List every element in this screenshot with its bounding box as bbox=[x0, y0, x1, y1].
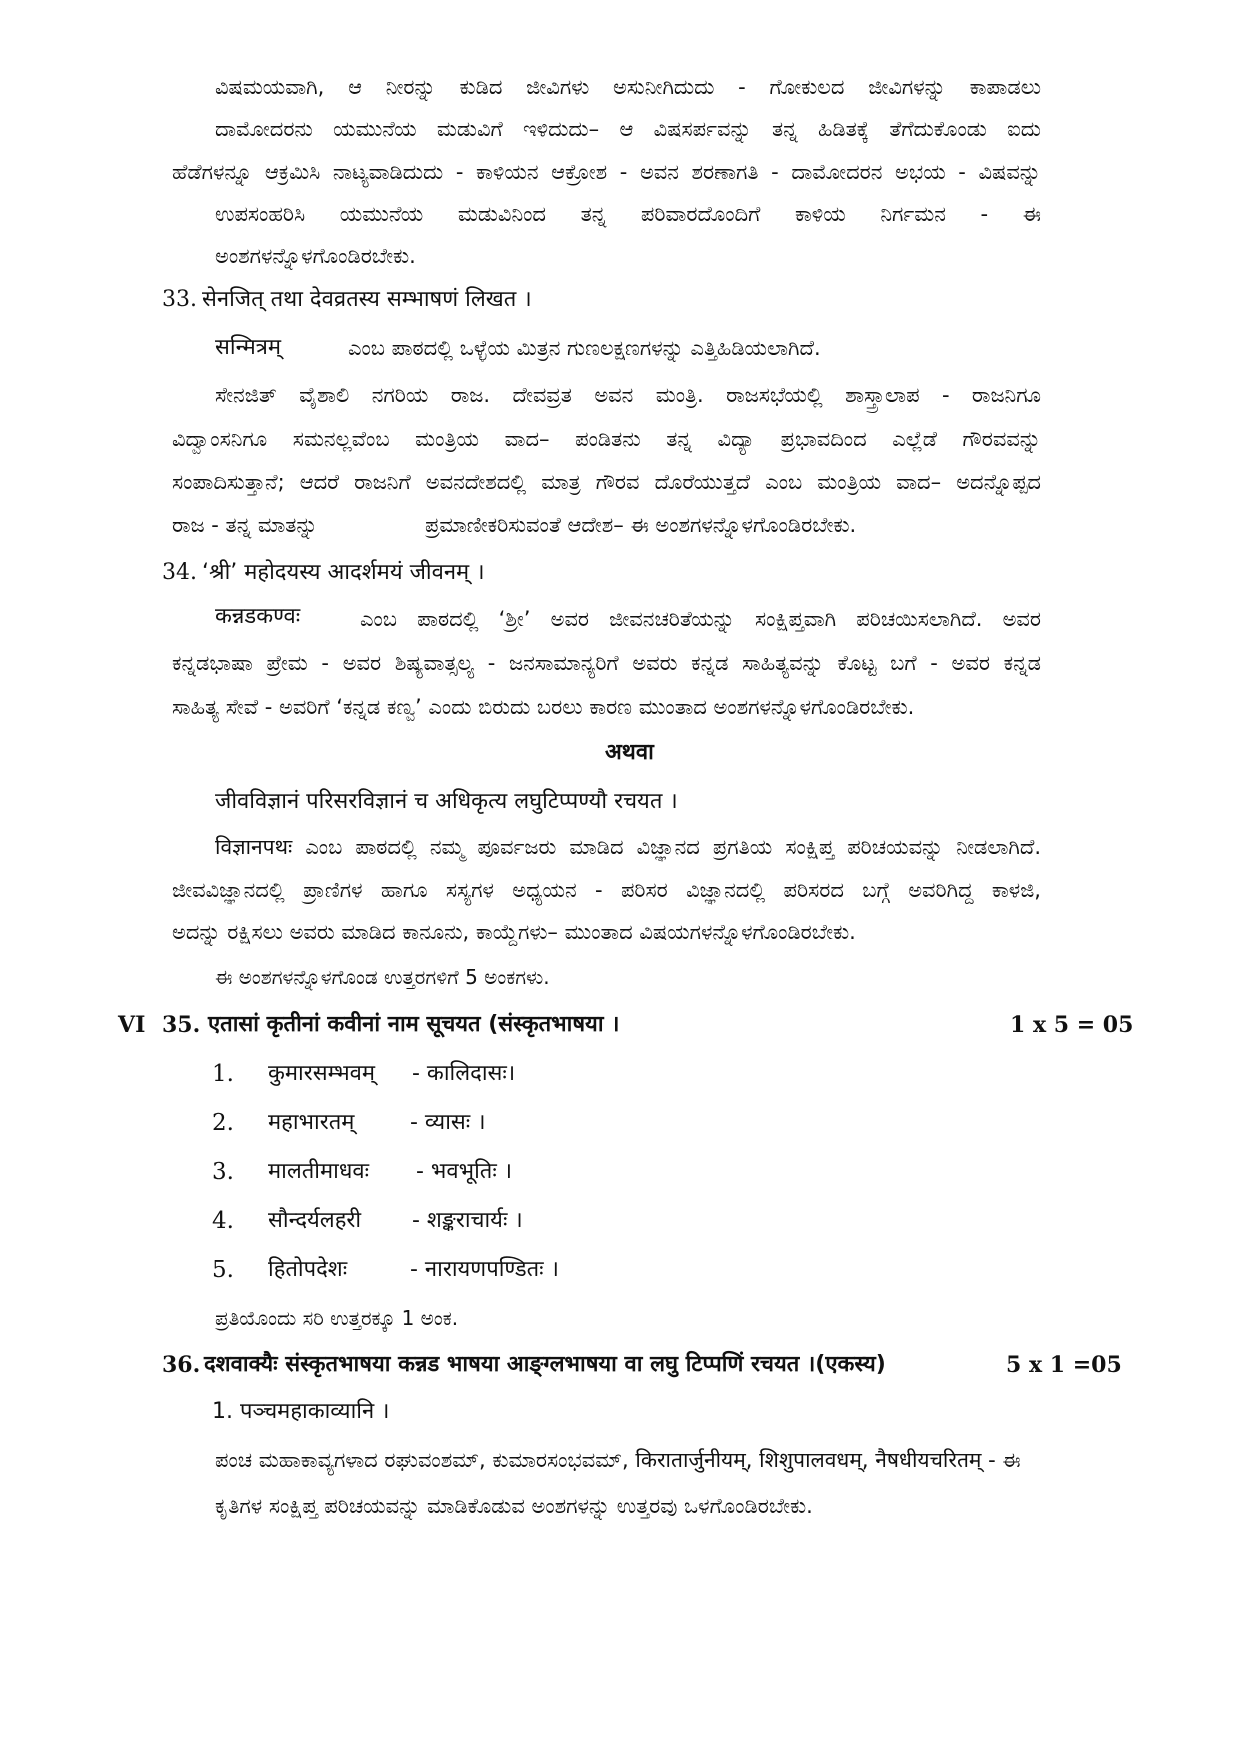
or-line-2: ಜೀವವಿಜ್ಞಾನದಲ್ಲಿ ಪ್ರಾಣಿಗಳ ಹಾಗೂ ಸಸ್ಯಗಳ ಅಧ್ಯಯನ - ಪರಿಸರ ವಿಜ್ಞಾನದಲ್ಲಿ ಪರಿಸರದ ಬಗ್ಗೆ ಅವರಿಗಿದ್ದ ಕಾಳಜಿ, bbox=[172, 878, 1041, 902]
or-heading: अथवा bbox=[605, 740, 654, 765]
q33-line-4b: ಪ್ರಮಾಣೀಕರಿಸುವಂತೆ ಆದೇಶ– ಈ ಅಂಶಗಳನ್ನೊಳಗೊಂಡಿರಬೇಕು. bbox=[425, 513, 857, 537]
q36-number: 36. bbox=[162, 1352, 201, 1378]
q35-item-1-answer: - कालिदासः। bbox=[412, 1061, 516, 1086]
q35-item-5-work: हितोपदेशः bbox=[268, 1257, 348, 1282]
q35-item-2-num: 2. bbox=[212, 1110, 234, 1136]
q33-line-2: ವಿದ್ವಾಂಸನಿಗೂ ಸಮನಲ್ಲವೆಂಬ ಮಂತ್ರಿಯ ವಾದ– ಪಂಡಿತನು ತನ್ನ ವಿದ್ಯಾ ಪ್ರಭಾವದಿಂದ ಎಲ್ಲೆಡೆ ಗೌರವವನ್ನು bbox=[172, 427, 1041, 451]
q33-line-1: ಸೇನಜಿತ್ ವೈಶಾಲಿ ನಗರಿಯ ರಾಜ. ದೇವವ್ರತ ಅವನ ಮಂತ್ರಿ. ರಾಜಸಭೆಯಲ್ಲಿ ಶಾಸ್ತ್ರಾಲಾಪ - ರಾಜನಿಗೂ bbox=[215, 383, 1041, 407]
q35-item-1-work: कुमारसम्भवम् bbox=[268, 1061, 376, 1086]
or-line-3: ಅದನ್ನು ರಕ್ಷಿಸಲು ಅವರು ಮಾಡಿದ ಕಾನೂನು, ಕಾಯ್ದೆಗಳು– ಮುಂತಾದ ವಿಷಯಗಳನ್ನೊಳಗೊಂಡಿರಬೇಕು. bbox=[172, 920, 856, 944]
q34-line-1: ಎಂಬ ಪಾಠದಲ್ಲಿ ‘ಶ್ರೀ’ ಅವರ ಜೀವನಚರಿತೆಯನ್ನು ಸಂಕ್ಷಿಪ್ತವಾಗಿ ಪರಿಚಯಿಸಲಾಗಿದೆ. ಅವರ bbox=[360, 607, 1041, 631]
q33-question: सेनजित् तथा देवव्रतस्य सम्भाषणं लिखत । bbox=[202, 287, 532, 312]
or-question: जीवविज्ञानं परिसरविज्ञानं च अधिकृत्य लघुटिप्पण्यौ रचयत । bbox=[215, 789, 678, 814]
q33-lesson: सन्मित्रम् bbox=[215, 335, 282, 360]
q34-lesson: कन्नडकण्वः bbox=[215, 604, 301, 629]
intro-line-3: ಹೆಡೆಗಳನ್ನೂ ಆಕ್ರಮಿಸಿ ನಾಟ್ಯವಾಡಿದುದು - ಕಾಳಿಯನ ಆಕ್ರೋಶ - ಅವನ ಶರಣಾಗತಿ - ದಾಮೋದರನ ಅಭಯ - ವಿಷವನ್ನು bbox=[172, 160, 1041, 184]
q35-marks: 1 x 5 = 05 bbox=[1010, 1012, 1134, 1038]
intro-line-2: ದಾಮೋದರನು ಯಮುನೆಯ ಮಡುವಿಗೆ ಇಳಿದುದು– ಆ ವಿಷಸರ್ಪವನ್ನು ತನ್ನ ಹಿಡಿತಕ್ಕೆ ತೆಗೆದುಕೊಂಡು ಐದು bbox=[215, 117, 1041, 141]
q35-item-5-answer: - नारायणपण्डितः । bbox=[410, 1257, 559, 1282]
intro-line-5: ಅಂಶಗಳನ್ನೊಳಗೊಂಡಿರಬೇಕು. bbox=[215, 244, 416, 268]
q34-question: ‘श्री’ महोदयस्य आदर्शमयं जीवनम् । bbox=[202, 560, 485, 585]
q35-number: 35. bbox=[162, 1012, 201, 1038]
q34-line-2: ಕನ್ನಡಭಾಷಾ ಪ್ರೇಮ - ಅವರ ಶಿಷ್ಯವಾತ್ಸಲ್ಯ - ಜನಸಾಮಾನ್ಯರಿಗೆ ಅವರು ಕನ್ನಡ ಸಾಹಿತ್ಯವನ್ನು ಕೊಟ್ಟ ಬಗೆ - ಅವರ ಕನ್ನಡ bbox=[172, 651, 1041, 675]
or-line-1: विज्ञानपथः ಎಂಬ ಪಾಠದಲ್ಲಿ ನಮ್ಮ ಪೂರ್ವಜರು ಮಾಡಿದ ವಿಜ್ಞಾನದ ಪ್ರಗತಿಯ ಸಂಕ್ಷಿಪ್ತ ಪರಿಚಯವನ್ನು ನೀಡಲಾಗಿದೆ. bbox=[215, 835, 1041, 859]
q33-line-3: ಸಂಪಾದಿಸುತ್ತಾನೆ; ಆದರೆ ರಾಜನಿಗೆ ಅವನದೇಶದಲ್ಲಿ ಮಾತ್ರ ಗೌರವ ದೊರೆಯುತ್ತದೆ ಎಂಬ ಮಂತ್ರಿಯ ವಾದ– ಅದನ್ನೊಪ್ಪದ bbox=[172, 470, 1041, 494]
q34-line-3: ಸಾಹಿತ್ಯ ಸೇವೆ - ಅವರಿಗೆ ‘ಕನ್ನಡ ಕಣ್ವ’ ಎಂದು ಬಿರುದು ಬರಲು ಕಾರಣ ಮುಂತಾದ ಅಂಶಗಳನ್ನೊಳಗೊಂಡಿರಬೇಕು. bbox=[172, 695, 915, 719]
q35-question: एतासां कृतीनां कवीनां नाम सूचयत (संस्कृतभाषया । bbox=[208, 1012, 620, 1037]
q36-line-1: ಪಂಚ ಮಹಾಕಾವ್ಯಗಳಾದ ರಘುವಂಶಮ್, ಕುಮಾರಸಂಭವಮ್, किरातार्जुनीयम्, शिशुपालवधम्, नैषधीयचरितम् - ಈ bbox=[215, 1448, 1021, 1472]
q35-item-5-num: 5. bbox=[212, 1257, 234, 1283]
q35-item-2-work: महाभारतम् bbox=[268, 1110, 355, 1135]
q36-sub-heading: 1. पञ्चमहाकाव्यानि । bbox=[212, 1399, 390, 1424]
intro-line-4: ಉಪಸಂಹರಿಸಿ ಯಮುನೆಯ ಮಡುವಿನಿಂದ ತನ್ನ ಪರಿವಾರದೊಂದಿಗೆ ಕಾಳಿಯ ನಿರ್ಗಮನ - ಈ bbox=[215, 202, 1041, 226]
q33-line-4a: ರಾಜ - ತನ್ನ ಮಾತನ್ನು bbox=[172, 513, 318, 537]
q35-item-4-answer: - शङ्कराचार्यः । bbox=[412, 1208, 523, 1233]
q36-question: दशवाक्यैः संस्कृतभाषया कन्नड भाषया आङ्ग्लभाषया वा लघु टिप्पणिं रचयत ।(एकस्य) bbox=[204, 1352, 886, 1377]
q35-item-3-num: 3. bbox=[212, 1159, 234, 1185]
q35-item-3-answer: - भवभूतिः । bbox=[416, 1159, 513, 1184]
or-marks-note: ಈ ಅಂಶಗಳನ್ನೊಳಗೊಂಡ ಉತ್ತರಗಳಿಗೆ 5 ಅಂಕಗಳು. bbox=[215, 965, 550, 989]
q35-item-2-answer: - व्यासः । bbox=[410, 1110, 486, 1135]
q35-note: ಪ್ರತಿಯೊಂದು ಸರಿ ಉತ್ತರಕ್ಕೂ 1 ಅಂಕ. bbox=[215, 1306, 459, 1330]
q35-item-1-num: 1. bbox=[212, 1061, 234, 1087]
q36-line-2: ಕೃತಿಗಳ ಸಂಕ್ಷಿಪ್ತ ಪರಿಚಯವನ್ನು ಮಾಡಿಕೊಡುವ ಅಂಶಗಳನ್ನು ಉತ್ತರವು ಒಳಗೊಂಡಿರಬೇಕು. bbox=[215, 1494, 813, 1518]
q36-marks: 5 x 1 =05 bbox=[1006, 1352, 1122, 1378]
q35-item-3-work: मालतीमाधवः bbox=[268, 1159, 370, 1184]
section-number: VI bbox=[118, 1012, 146, 1038]
q35-item-4-num: 4. bbox=[212, 1208, 234, 1234]
q34-number: 34. bbox=[162, 560, 197, 585]
q33-number: 33. bbox=[162, 287, 197, 312]
q33-lesson-desc: ಎಂಬ ಪಾಠದಲ್ಲಿ ಒಳ್ಳೆಯ ಮಿತ್ರನ ಗುಣಲಕ್ಷಣಗಳನ್ನು ಎತ್ತಿಹಿಡಿಯಲಾಗಿದೆ. bbox=[348, 336, 821, 360]
q35-item-4-work: सौन्दर्यलहरी bbox=[268, 1208, 362, 1233]
intro-line-1: ವಿಷಮಯವಾಗಿ, ಆ ನೀರನ್ನು ಕುಡಿದ ಜೀವಿಗಳು ಅಸುನೀಗಿದುದು - ಗೋಕುಲದ ಜೀವಿಗಳನ್ನು ಕಾಪಾಡಲು bbox=[215, 75, 1041, 99]
